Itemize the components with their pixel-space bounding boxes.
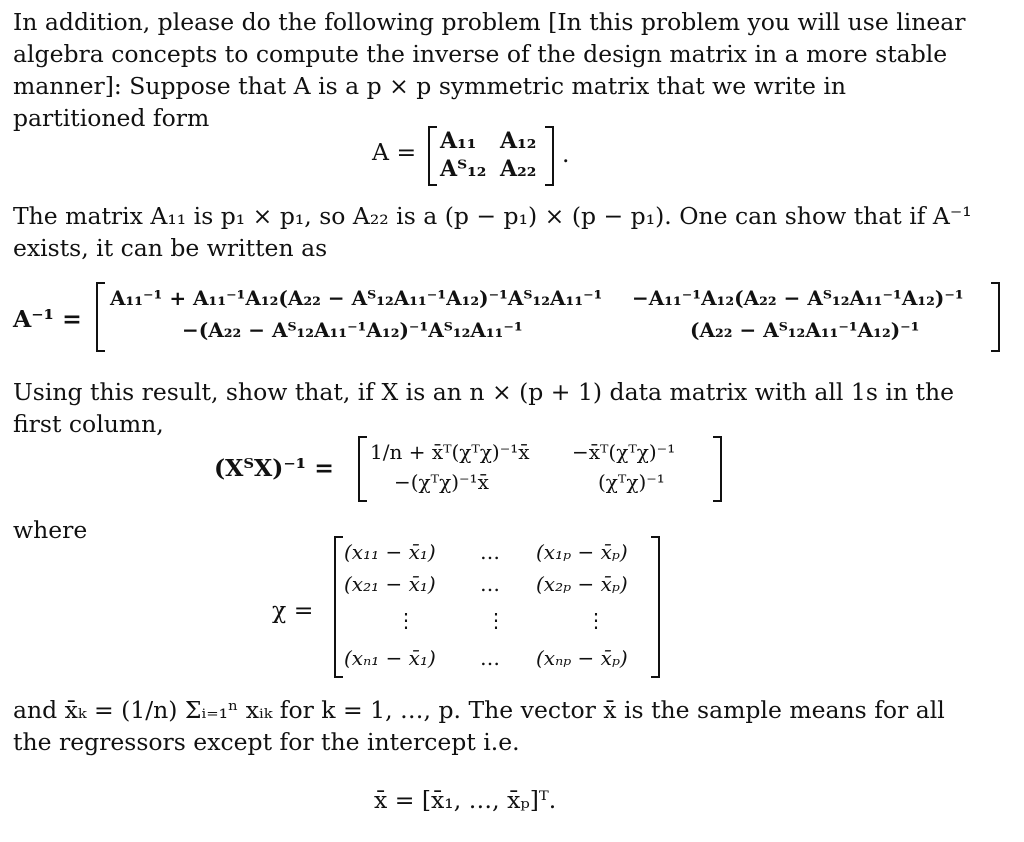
- matrix-a-inverse: [96, 282, 1000, 352]
- chi-r3-c2: ⋮: [486, 608, 506, 632]
- equation-a-period: .: [562, 140, 570, 168]
- equation-xbar: x̄ = [x̄₁, …, x̄ₚ]ᵀ.: [374, 786, 557, 814]
- chi-r1-c1: (x₁₁ − x̄₁): [344, 540, 436, 564]
- equation-ainv-lhs: A⁻¹ =: [13, 305, 82, 333]
- intro-paragraph: In addition, please do the following problem [In this problem you will use linear algebra concepts to compute the inverse of the design matrix in a more stable manner]: Suppose that A is a p × p symmetric matrix that we write in partitioned form: [13, 8, 966, 132]
- matrix-chi: [334, 536, 660, 678]
- xtx-cell-11: 1/n + x̄ᵀ(χᵀχ)⁻¹x̄: [370, 440, 530, 464]
- chi-r3-c3: ⋮: [586, 608, 606, 632]
- ainv-cell-21: −(A₂₂ − Aᵀ₁₂A₁₁⁻¹A₁₂)⁻¹Aᵀ₁₂A₁₁⁻¹: [182, 318, 523, 342]
- sample-mean-paragraph: and x̄ₖ = (1/n) Σᵢ₌₁ⁿ xᵢₖ for k = 1, …, p. The vector x̄ is the sample means for all the regressors except for the intercept i.e.: [13, 696, 945, 756]
- chi-r3-c1: ⋮: [396, 608, 416, 632]
- xtx-cell-12: −x̄ᵀ(χᵀχ)⁻¹: [572, 440, 676, 464]
- chi-r2-c2: …: [480, 572, 500, 596]
- matrix-a-cell-22: A₂₂: [500, 156, 537, 182]
- matrix-a-cell-21: Aᵀ₁₂: [440, 156, 487, 182]
- chi-r2-c3: (x₂ₚ − x̄ₚ): [536, 572, 628, 596]
- chi-r4-c3: (xₙₚ − x̄ₚ): [536, 646, 628, 670]
- ainv-cell-12: −A₁₁⁻¹A₁₂(A₂₂ − Aᵀ₁₂A₁₁⁻¹A₁₂)⁻¹: [632, 286, 964, 310]
- chi-r4-c2: …: [480, 646, 500, 670]
- chi-r2-c1: (x₂₁ − x̄₁): [344, 572, 436, 596]
- using-result-paragraph: Using this result, show that, if X is an n × (p + 1) data matrix with all 1s in the first column,: [13, 378, 954, 438]
- xtx-cell-22: (χᵀχ)⁻¹: [598, 470, 665, 494]
- equation-xtx-lhs: (XᵀX)⁻¹ =: [214, 454, 334, 482]
- partition-paragraph: The matrix A₁₁ is p₁ × p₁, so A₂₂ is a (p − p₁) × (p − p₁). One can show that if A⁻¹ exists, it can be written as: [13, 202, 972, 262]
- chi-r1-c2: …: [480, 540, 500, 564]
- matrix-a-cell-11: A₁₁: [440, 128, 477, 154]
- equation-chi-lhs: χ =: [272, 596, 314, 624]
- chi-r4-c1: (xₙ₁ − x̄₁): [344, 646, 436, 670]
- equation-a-lhs: A =: [372, 138, 417, 166]
- where-label: where: [13, 516, 88, 544]
- matrix-a-cell-12: A₁₂: [500, 128, 537, 154]
- matrix-a: [428, 126, 554, 186]
- ainv-cell-22: (A₂₂ − Aᵀ₁₂A₁₁⁻¹A₁₂)⁻¹: [690, 318, 920, 342]
- ainv-cell-11: A₁₁⁻¹ + A₁₁⁻¹A₁₂(A₂₂ − Aᵀ₁₂A₁₁⁻¹A₁₂)⁻¹Aᵀ₁₂A₁₁⁻¹: [110, 286, 603, 310]
- chi-r1-c3: (x₁ₚ − x̄ₚ): [536, 540, 628, 564]
- matrix-xtx-inverse: [358, 436, 722, 502]
- xtx-cell-21: −(χᵀχ)⁻¹x̄: [394, 470, 489, 494]
